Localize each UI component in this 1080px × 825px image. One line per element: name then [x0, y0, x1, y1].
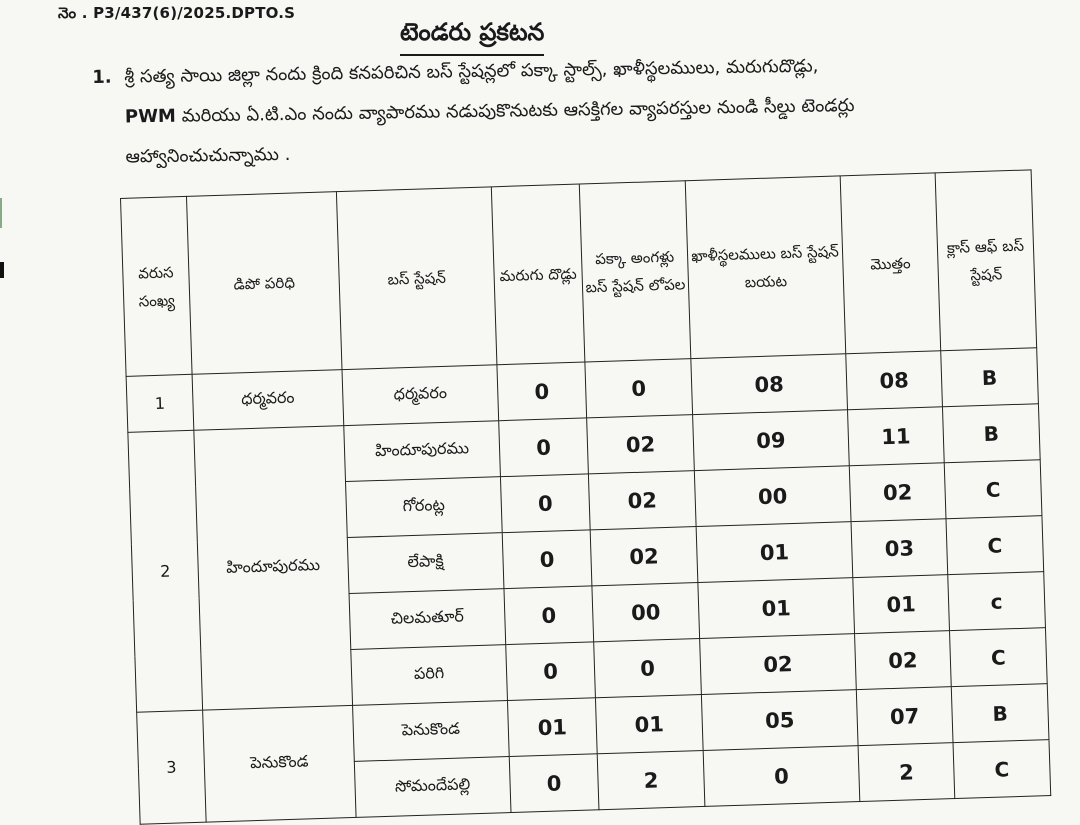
cell-toilets: 0: [509, 754, 599, 813]
cell-serial: 2: [128, 430, 203, 712]
cell-station: హిందూపురము: [344, 421, 501, 482]
page-edge-mark: [0, 198, 2, 228]
header-total: మొత్తం: [840, 173, 941, 354]
cell-shops: 02: [588, 471, 696, 530]
header-vacant: ఖాళీస్థలములు బస్ స్టేషన్ బయట: [685, 176, 846, 359]
cell-station: ధర్మవరం: [342, 365, 499, 426]
cell-class: C: [946, 516, 1044, 575]
cell-vacant: 00: [694, 466, 851, 527]
cell-total: 07: [856, 687, 953, 746]
cell-shops: 2: [597, 750, 705, 809]
cell-total: 2: [858, 743, 955, 802]
table-body: [126, 348, 1051, 824]
cell-toilets: 0: [502, 530, 592, 589]
header-depot: డిపో పరిధి: [186, 192, 342, 375]
cell-toilets: 0: [504, 586, 594, 645]
header-toilets: మరుగు దొడ్లు: [491, 184, 585, 365]
cell-shops: 0: [585, 359, 693, 418]
cell-total: 02: [855, 631, 952, 690]
cell-toilets: 0: [499, 418, 589, 477]
cell-vacant: 09: [693, 410, 850, 471]
paragraph-text-1: శ్రీ సత్య సాయి జిల్లా నందు క్రింది కనపరిచిన బస్ స్టేషన్లలో పక్కా స్టాల్స్, ఖాళీస్థలములు, మరుగుదొడ్లు,: [124, 55, 819, 88]
cell-total: 01: [853, 575, 950, 634]
cell-class: c: [948, 572, 1046, 631]
cell-station: చిలమతూర్: [349, 589, 506, 650]
header-serial: వరుస సంఖ్య: [121, 196, 193, 376]
page-title: టెండరు ప్రకటన: [400, 18, 544, 56]
tender-table-wrapper: [120, 169, 1051, 824]
header-shops: పక్కా అంగళ్లు బస్ స్టేషన్ లోపల: [579, 181, 691, 362]
tender-table: [120, 169, 1051, 824]
cell-class: C: [949, 628, 1047, 687]
cell-station: సోమందేపల్లి: [354, 757, 511, 818]
cell-shops: 0: [594, 639, 702, 698]
cell-shops: 01: [595, 694, 703, 753]
paragraph-text-3: ఆహ్వానించుచున్నాము .: [125, 143, 291, 168]
cell-station: పరిగి: [351, 645, 508, 706]
cell-station: లేపాక్షి: [347, 533, 504, 594]
header-class: క్లాస్ ఆఫ్ బస్ స్టేషన్: [935, 170, 1037, 351]
cell-depot: హిందూపురము: [194, 426, 353, 711]
cell-total: 03: [851, 519, 948, 578]
paragraph-text-2: మరియు ఏ.టి.ఎం నందు వ్యాపారము నడుపుకొనుటకు ఆసక్తిగల వ్యాపరస్తుల నుండి సీల్డు టెండర్లు: [175, 95, 855, 127]
cell-toilets: 0: [497, 362, 587, 421]
paragraph-number: 1.: [92, 66, 112, 88]
cell-vacant: 01: [696, 522, 853, 583]
table-header-row: [121, 170, 1037, 377]
cell-shops: 02: [587, 415, 695, 474]
cell-class: B: [942, 404, 1040, 463]
cell-station: పెనుకొండ: [353, 701, 510, 762]
cell-shops: 00: [592, 583, 700, 642]
page-edge-mark: [0, 262, 4, 278]
cell-class: C: [944, 460, 1042, 519]
cell-total: 11: [848, 407, 945, 466]
cell-station: గోరంట్ల: [346, 477, 503, 538]
cell-vacant: 0: [703, 746, 860, 807]
cell-vacant: 02: [700, 634, 857, 695]
cell-depot: ధర్మవరం: [192, 370, 344, 431]
cell-total: 08: [846, 351, 943, 410]
cell-vacant: 01: [698, 578, 855, 639]
cell-toilets: 01: [507, 698, 597, 757]
cell-vacant: 08: [691, 354, 848, 415]
cell-class: B: [941, 348, 1039, 407]
cell-class: B: [951, 684, 1049, 743]
paragraph-pwm: PWM: [124, 105, 177, 128]
cell-shops: 02: [590, 527, 698, 586]
cell-vacant: 05: [701, 690, 858, 751]
cell-class: C: [953, 740, 1051, 799]
header-station: బస్ స్టేషన్: [336, 187, 497, 370]
cell-toilets: 0: [506, 642, 596, 701]
reference-number: నెం . P3/437(6)/2025.DPTO.S: [58, 4, 296, 22]
cell-serial: 1: [126, 374, 194, 432]
cell-serial: 3: [137, 710, 206, 824]
cell-toilets: 0: [500, 474, 590, 533]
cell-total: 02: [849, 463, 946, 522]
notice-paragraph: [92, 44, 994, 178]
cell-depot: పెనుకొండ: [203, 705, 356, 822]
